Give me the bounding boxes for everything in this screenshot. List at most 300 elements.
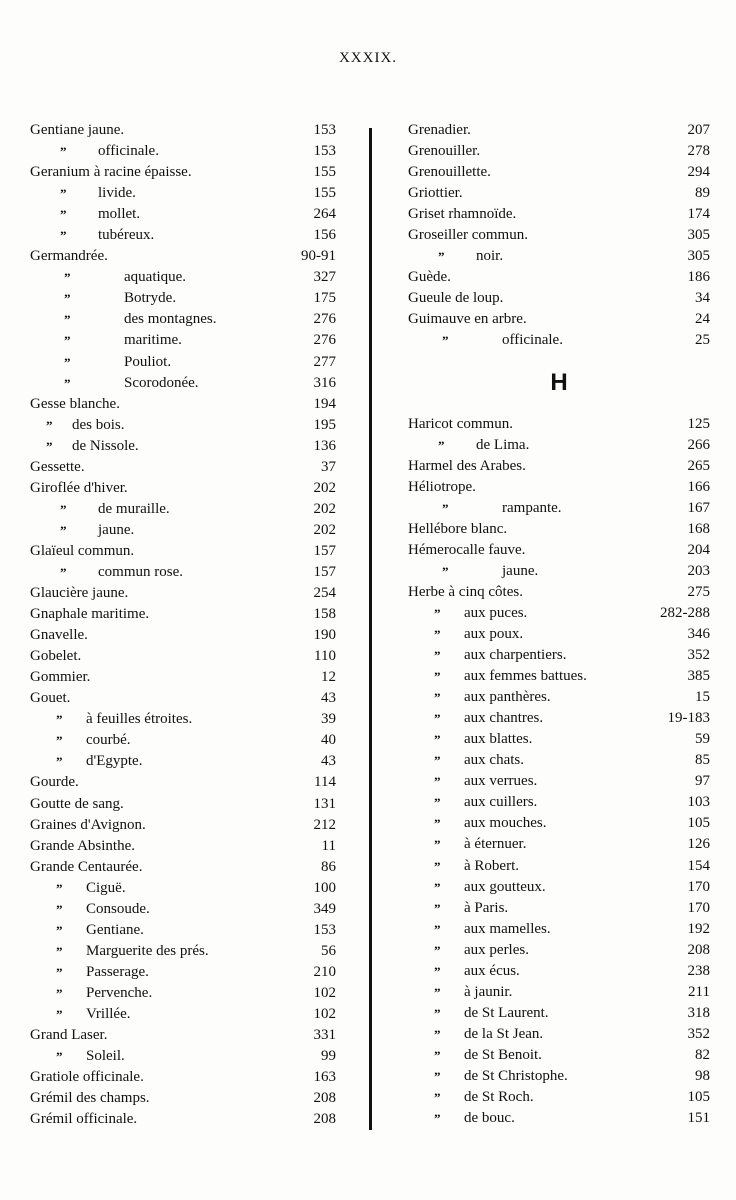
ditto-mark-icon: ” — [64, 312, 71, 328]
ditto-mark-icon: ” — [438, 249, 445, 265]
entry-page-number: 305 — [687, 227, 710, 244]
entry-name: de Nissole. — [72, 437, 139, 454]
index-entry — [30, 836, 336, 857]
entry-page-number: 98 — [695, 1067, 710, 1084]
index-entry — [408, 687, 710, 708]
index-entry — [30, 1025, 336, 1046]
index-entry — [30, 373, 336, 394]
index-entry — [30, 709, 336, 730]
entry-page-number: 157 — [313, 542, 336, 559]
entry-name: de bouc. — [464, 1110, 515, 1127]
index-entry — [408, 456, 710, 477]
entry-name: noir. — [476, 248, 504, 265]
entry-name: Gentiane jaune. — [30, 122, 125, 138]
entry-page-number: 210 — [313, 963, 336, 980]
index-entry — [408, 919, 710, 940]
ditto-mark-icon: ” — [56, 922, 63, 938]
entry-page-number: 202 — [313, 500, 336, 517]
entry-name: Gessette. — [30, 458, 85, 475]
entry-page-number: 195 — [313, 416, 336, 433]
index-entry — [30, 288, 336, 309]
entry-page-number: 327 — [313, 269, 336, 286]
entry-page-number: 89 — [695, 185, 710, 202]
index-entry — [30, 1004, 336, 1025]
entry-page-number: 211 — [688, 983, 710, 1000]
entry-page-number: 275 — [687, 583, 710, 600]
entry-name: Gesse blanche. — [30, 395, 120, 412]
entry-page-number: 212 — [313, 816, 336, 833]
ditto-mark-icon: ” — [434, 669, 441, 685]
ditto-mark-icon: ” — [60, 207, 67, 223]
index-entry — [408, 288, 710, 309]
index-entry — [30, 688, 336, 709]
entry-page-number: 153 — [313, 122, 336, 138]
entry-name: tubéreux. — [98, 227, 155, 244]
entry-name: maritime. — [124, 332, 182, 349]
entry-name: Grenadier. — [408, 122, 471, 138]
entry-page-number: 114 — [314, 774, 336, 791]
ditto-mark-icon: ” — [60, 522, 67, 538]
ditto-mark-icon: ” — [434, 1068, 441, 1084]
entry-page-number: 153 — [313, 921, 336, 938]
entry-page-number: 203 — [687, 562, 710, 579]
index-entry — [408, 183, 710, 204]
index-entry — [408, 162, 710, 183]
index-entry — [408, 246, 710, 267]
entry-name: Graines d'Avignon. — [30, 816, 146, 833]
entry-page-number: 102 — [313, 984, 336, 1001]
entry-name: de Lima. — [476, 436, 530, 453]
entry-page-number: 277 — [313, 353, 336, 370]
index-entry — [30, 857, 336, 878]
entry-name: Glaïeul commun. — [30, 542, 135, 559]
index-entry — [30, 162, 336, 183]
entry-page-number: 136 — [313, 437, 336, 454]
entry-name: de muraille. — [98, 500, 170, 517]
index-entry — [30, 1109, 336, 1130]
entry-name: Guimauve en arbre. — [408, 311, 527, 328]
entry-name: aux mamelles. — [464, 920, 551, 937]
entry-page-number: 43 — [321, 690, 336, 707]
ditto-mark-icon: ” — [46, 417, 53, 433]
entry-page-number: 208 — [313, 1111, 336, 1128]
index-entry — [408, 1108, 710, 1129]
index-entry — [30, 541, 336, 562]
entry-page-number: 170 — [687, 878, 710, 895]
entry-page-number: 349 — [313, 900, 336, 917]
entry-name: Grémil officinale. — [30, 1111, 138, 1128]
ditto-mark-icon: ” — [60, 564, 67, 580]
ditto-mark-icon: ” — [56, 943, 63, 959]
index-entry — [408, 309, 710, 330]
entry-page-number: 352 — [687, 1025, 710, 1042]
entry-page-number: 34 — [695, 290, 710, 307]
ditto-mark-icon: ” — [434, 1111, 441, 1127]
entry-page-number: 207 — [687, 122, 710, 138]
index-entry — [408, 1087, 710, 1108]
entry-name: à Robert. — [464, 857, 519, 874]
index-entry — [408, 141, 710, 162]
index-entry — [30, 352, 336, 373]
entry-name: Groseiller commun. — [408, 227, 528, 244]
entry-name: officinale. — [502, 332, 563, 349]
ditto-mark-icon: ” — [56, 901, 63, 917]
ditto-mark-icon: ” — [434, 690, 441, 706]
index-entry — [408, 1066, 710, 1087]
entry-name: Soleil. — [86, 1048, 125, 1065]
entry-page-number: 43 — [321, 753, 336, 770]
ditto-mark-icon: ” — [434, 942, 441, 958]
ditto-mark-icon: ” — [56, 754, 63, 770]
entry-page-number: 264 — [313, 206, 336, 223]
index-entry — [408, 666, 710, 687]
entry-name: Hémerocalle fauve. — [408, 541, 526, 558]
entry-name: Griottier. — [408, 185, 463, 202]
entry-page-number: 278 — [687, 143, 710, 160]
entry-name: Botryde. — [124, 290, 177, 307]
ditto-mark-icon: ” — [56, 712, 63, 728]
ditto-mark-icon: ” — [60, 186, 67, 202]
entry-page-number: 40 — [321, 732, 336, 749]
entry-name: commun rose. — [98, 563, 183, 580]
index-entry — [30, 415, 336, 436]
entry-page-number: 90-91 — [301, 248, 336, 265]
entry-name: Gnaphale maritime. — [30, 606, 150, 623]
entry-page-number: 103 — [687, 794, 710, 811]
index-entry — [408, 435, 710, 456]
ditto-mark-icon: ” — [434, 648, 441, 664]
ditto-mark-icon: ” — [434, 732, 441, 748]
entry-name: aux femmes battues. — [464, 668, 587, 685]
index-entry — [30, 141, 336, 162]
entry-name: Hellébore blanc. — [408, 520, 508, 537]
index-entry — [30, 794, 336, 815]
entry-page-number: 100 — [313, 879, 336, 896]
entry-page-number: 266 — [687, 436, 710, 453]
entry-name: aux charpentiers. — [464, 647, 567, 664]
column-divider — [369, 128, 372, 1130]
entry-page-number: 276 — [313, 332, 336, 349]
entry-name: de St Roch. — [464, 1089, 534, 1106]
entry-page-number: 56 — [321, 942, 336, 959]
entry-name: Haricot commun. — [408, 415, 513, 432]
entry-name: à feuilles étroites. — [86, 711, 193, 728]
entry-name: Grémil des champs. — [30, 1090, 150, 1107]
index-entry — [30, 520, 336, 541]
ditto-mark-icon: ” — [434, 711, 441, 727]
entry-name: Ciguë. — [86, 879, 126, 896]
entry-page-number: 154 — [687, 857, 710, 874]
entry-page-number: 153 — [313, 143, 336, 160]
entry-name: livide. — [98, 185, 136, 202]
entry-page-number: 126 — [687, 836, 710, 853]
entry-name: officinale. — [98, 143, 159, 160]
index-entry — [408, 540, 710, 561]
entry-name: Gueule de loup. — [408, 290, 504, 307]
index-entry — [30, 183, 336, 204]
entry-name: Grand Laser. — [30, 1027, 108, 1044]
entry-page-number: 166 — [687, 478, 710, 495]
entry-page-number: 131 — [313, 795, 336, 812]
ditto-mark-icon: ” — [434, 837, 441, 853]
entry-name: Glaucière jaune. — [30, 585, 129, 602]
entry-page-number: 352 — [687, 647, 710, 664]
index-entry — [408, 898, 710, 919]
entry-name: à éternuer. — [464, 836, 527, 853]
ditto-mark-icon: ” — [64, 375, 71, 391]
ditto-mark-icon: ” — [56, 1049, 63, 1065]
entry-name: aux chantres. — [464, 710, 544, 727]
entry-name: des montagnes. — [124, 311, 217, 328]
index-entry — [408, 856, 710, 877]
index-entry — [408, 729, 710, 750]
index-entry — [30, 267, 336, 288]
index-entry — [408, 204, 710, 225]
entry-page-number: 331 — [313, 1027, 336, 1044]
entry-name: aux verrues. — [464, 773, 538, 790]
ditto-mark-icon: ” — [434, 984, 441, 1000]
entry-name: Gourde. — [30, 774, 79, 791]
index-entry — [30, 604, 336, 625]
entry-page-number: 294 — [687, 164, 710, 181]
ditto-mark-icon: ” — [64, 270, 71, 286]
index-entry — [30, 878, 336, 899]
entry-page-number: 254 — [313, 585, 336, 602]
ditto-mark-icon: ” — [434, 1026, 441, 1042]
ditto-mark-icon: ” — [434, 858, 441, 874]
index-entry — [30, 499, 336, 520]
index-entry — [408, 414, 710, 435]
index-list-h — [408, 414, 710, 1130]
index-entry — [30, 583, 336, 604]
entry-name: Gentiane. — [86, 921, 144, 938]
entry-name: aux chats. — [464, 752, 524, 769]
entry-name: Marguerite des prés. — [86, 942, 209, 959]
ditto-mark-icon: ” — [442, 333, 449, 349]
ditto-mark-icon: ” — [56, 1006, 63, 1022]
entry-name: Gommier. — [30, 669, 91, 686]
ditto-mark-icon: ” — [46, 438, 53, 454]
index-entry — [30, 562, 336, 583]
index-entry — [408, 982, 710, 1003]
index-entry — [408, 225, 710, 246]
ditto-mark-icon: ” — [56, 985, 63, 1001]
index-entry — [30, 625, 336, 646]
index-entry — [408, 792, 710, 813]
index-entry — [408, 582, 710, 603]
index-entry — [30, 751, 336, 772]
entry-page-number: 318 — [687, 1004, 710, 1021]
index-entry — [30, 330, 336, 351]
entry-name: de St Christophe. — [464, 1067, 568, 1084]
index-entry — [30, 941, 336, 962]
page-number: XXXIX. — [338, 50, 398, 66]
entry-name: aux mouches. — [464, 815, 547, 832]
index-entry — [408, 940, 710, 961]
index-entry — [408, 834, 710, 855]
entry-name: Giroflée d'hiver. — [30, 479, 128, 496]
entry-page-number: 99 — [321, 1048, 336, 1065]
ditto-mark-icon: ” — [434, 1090, 441, 1106]
index-entry — [30, 983, 336, 1004]
ditto-mark-icon: ” — [434, 900, 441, 916]
entry-page-number: 12 — [321, 669, 336, 686]
ditto-mark-icon: ” — [434, 1005, 441, 1021]
entry-name: aux cuillers. — [464, 794, 538, 811]
entry-page-number: 168 — [687, 520, 710, 537]
entry-page-number: 37 — [321, 458, 336, 475]
ditto-mark-icon: ” — [60, 144, 67, 160]
entry-page-number: 85 — [695, 752, 710, 769]
entry-name: de St Benoit. — [464, 1046, 542, 1063]
entry-page-number: 238 — [687, 962, 710, 979]
ditto-mark-icon: ” — [442, 500, 449, 516]
index-entry — [30, 120, 336, 141]
entry-page-number: 163 — [313, 1069, 336, 1086]
index-entry — [30, 730, 336, 751]
entry-name: à Paris. — [464, 899, 509, 916]
entry-name: aux écus. — [464, 962, 520, 979]
entry-name: aux panthères. — [464, 689, 551, 706]
entry-page-number: 194 — [313, 395, 336, 412]
index-entry — [408, 1045, 710, 1066]
entry-page-number: 265 — [687, 457, 710, 474]
index-entry — [30, 1067, 336, 1088]
entry-name: aux goutteux. — [464, 878, 546, 895]
entry-page-number: 105 — [687, 815, 710, 832]
ditto-mark-icon: ” — [434, 753, 441, 769]
ditto-mark-icon: ” — [434, 879, 441, 895]
index-entry — [408, 877, 710, 898]
index-entry — [408, 603, 710, 624]
index-entry — [408, 267, 710, 288]
index-entry — [30, 920, 336, 941]
index-entry — [408, 771, 710, 792]
entry-name: aux puces. — [464, 604, 528, 621]
index-entry — [408, 330, 710, 351]
entry-name: jaune. — [502, 562, 539, 579]
entry-page-number: 202 — [313, 521, 336, 538]
entry-page-number: 125 — [687, 415, 710, 432]
entry-page-number: 82 — [695, 1046, 710, 1063]
ditto-mark-icon: ” — [434, 1047, 441, 1063]
entry-page-number: 170 — [687, 899, 710, 916]
entry-name: Grenouiller. — [408, 143, 481, 160]
index-entry — [30, 225, 336, 246]
index-entry — [408, 624, 710, 645]
entry-page-number: 157 — [313, 563, 336, 580]
ditto-mark-icon: ” — [64, 291, 71, 307]
index-column-right — [408, 120, 710, 1129]
entry-name: Pouliot. — [124, 353, 172, 370]
ditto-mark-icon: ” — [434, 626, 441, 642]
ditto-mark-icon: ” — [438, 437, 445, 453]
index-entry — [408, 645, 710, 666]
ditto-mark-icon: ” — [56, 964, 63, 980]
index-entry — [30, 1088, 336, 1109]
entry-name: Geranium à racine épaisse. — [30, 164, 192, 181]
index-entry — [30, 1046, 336, 1067]
entry-name: Goutte de sang. — [30, 795, 124, 812]
entry-name: Gratiole officinale. — [30, 1069, 144, 1086]
ditto-mark-icon: ” — [434, 816, 441, 832]
entry-name: jaune. — [98, 521, 135, 538]
entry-name: Griset rhamnoïde. — [408, 206, 517, 223]
index-entry — [30, 815, 336, 836]
index-column-left — [30, 120, 336, 1130]
ditto-mark-icon: ” — [56, 880, 63, 896]
entry-page-number: 110 — [314, 648, 336, 665]
index-entry — [408, 708, 710, 729]
entry-name: Gouet. — [30, 690, 71, 707]
entry-name: Gnavelle. — [30, 627, 88, 644]
entry-page-number: 167 — [687, 499, 710, 516]
entry-name: rampante. — [502, 499, 562, 516]
entry-name: Grenouillette. — [408, 164, 491, 181]
entry-page-number: 15 — [695, 689, 710, 706]
entry-page-number: 39 — [321, 711, 336, 728]
entry-page-number: 192 — [687, 920, 710, 937]
ditto-mark-icon: ” — [60, 501, 67, 517]
index-entry — [30, 478, 336, 499]
entry-page-number: 59 — [695, 731, 710, 748]
entry-name: Guède. — [408, 269, 451, 286]
entry-name: Scorodonée. — [124, 374, 199, 391]
entry-name: aux poux. — [464, 625, 524, 642]
entry-page-number: 25 — [695, 332, 710, 349]
index-entry — [408, 519, 710, 540]
entry-page-number: 86 — [321, 858, 336, 875]
entry-page-number: 158 — [313, 606, 336, 623]
index-entry — [408, 961, 710, 982]
ditto-mark-icon: ” — [434, 605, 441, 621]
ditto-mark-icon: ” — [434, 774, 441, 790]
entry-page-number: 105 — [687, 1089, 710, 1106]
index-entry — [408, 120, 710, 141]
entry-page-number: 276 — [313, 311, 336, 328]
index-entry — [30, 204, 336, 225]
entry-name: des bois. — [72, 416, 125, 433]
ditto-mark-icon: ” — [434, 921, 441, 937]
entry-page-number: 102 — [313, 1005, 336, 1022]
index-entry — [30, 457, 336, 478]
index-entry — [30, 246, 336, 267]
index-entry — [408, 1003, 710, 1024]
index-entry — [30, 309, 336, 330]
entry-page-number: 186 — [687, 269, 710, 286]
entry-name: à jaunir. — [464, 983, 513, 1000]
index-entry — [30, 394, 336, 415]
entry-name: aux perles. — [464, 941, 529, 958]
entry-name: Grande Centaurée. — [30, 858, 143, 875]
ditto-mark-icon: ” — [64, 333, 71, 349]
index-list-g — [408, 120, 710, 352]
entry-name: Herbe à cinq côtes. — [408, 583, 523, 600]
index-entry — [408, 750, 710, 771]
index-entry — [30, 436, 336, 457]
entry-page-number: 156 — [313, 227, 336, 244]
entry-name: aquatique. — [124, 269, 187, 286]
index-entry — [408, 477, 710, 498]
entry-name: Gobelet. — [30, 648, 82, 665]
index-entry — [30, 667, 336, 688]
entry-page-number: 190 — [313, 627, 336, 644]
section-letter-heading: H — [550, 368, 568, 396]
ditto-mark-icon: ” — [434, 795, 441, 811]
entry-page-number: 151 — [687, 1110, 710, 1127]
entry-name: de St Laurent. — [464, 1004, 549, 1021]
entry-name: Passerage. — [86, 963, 149, 980]
